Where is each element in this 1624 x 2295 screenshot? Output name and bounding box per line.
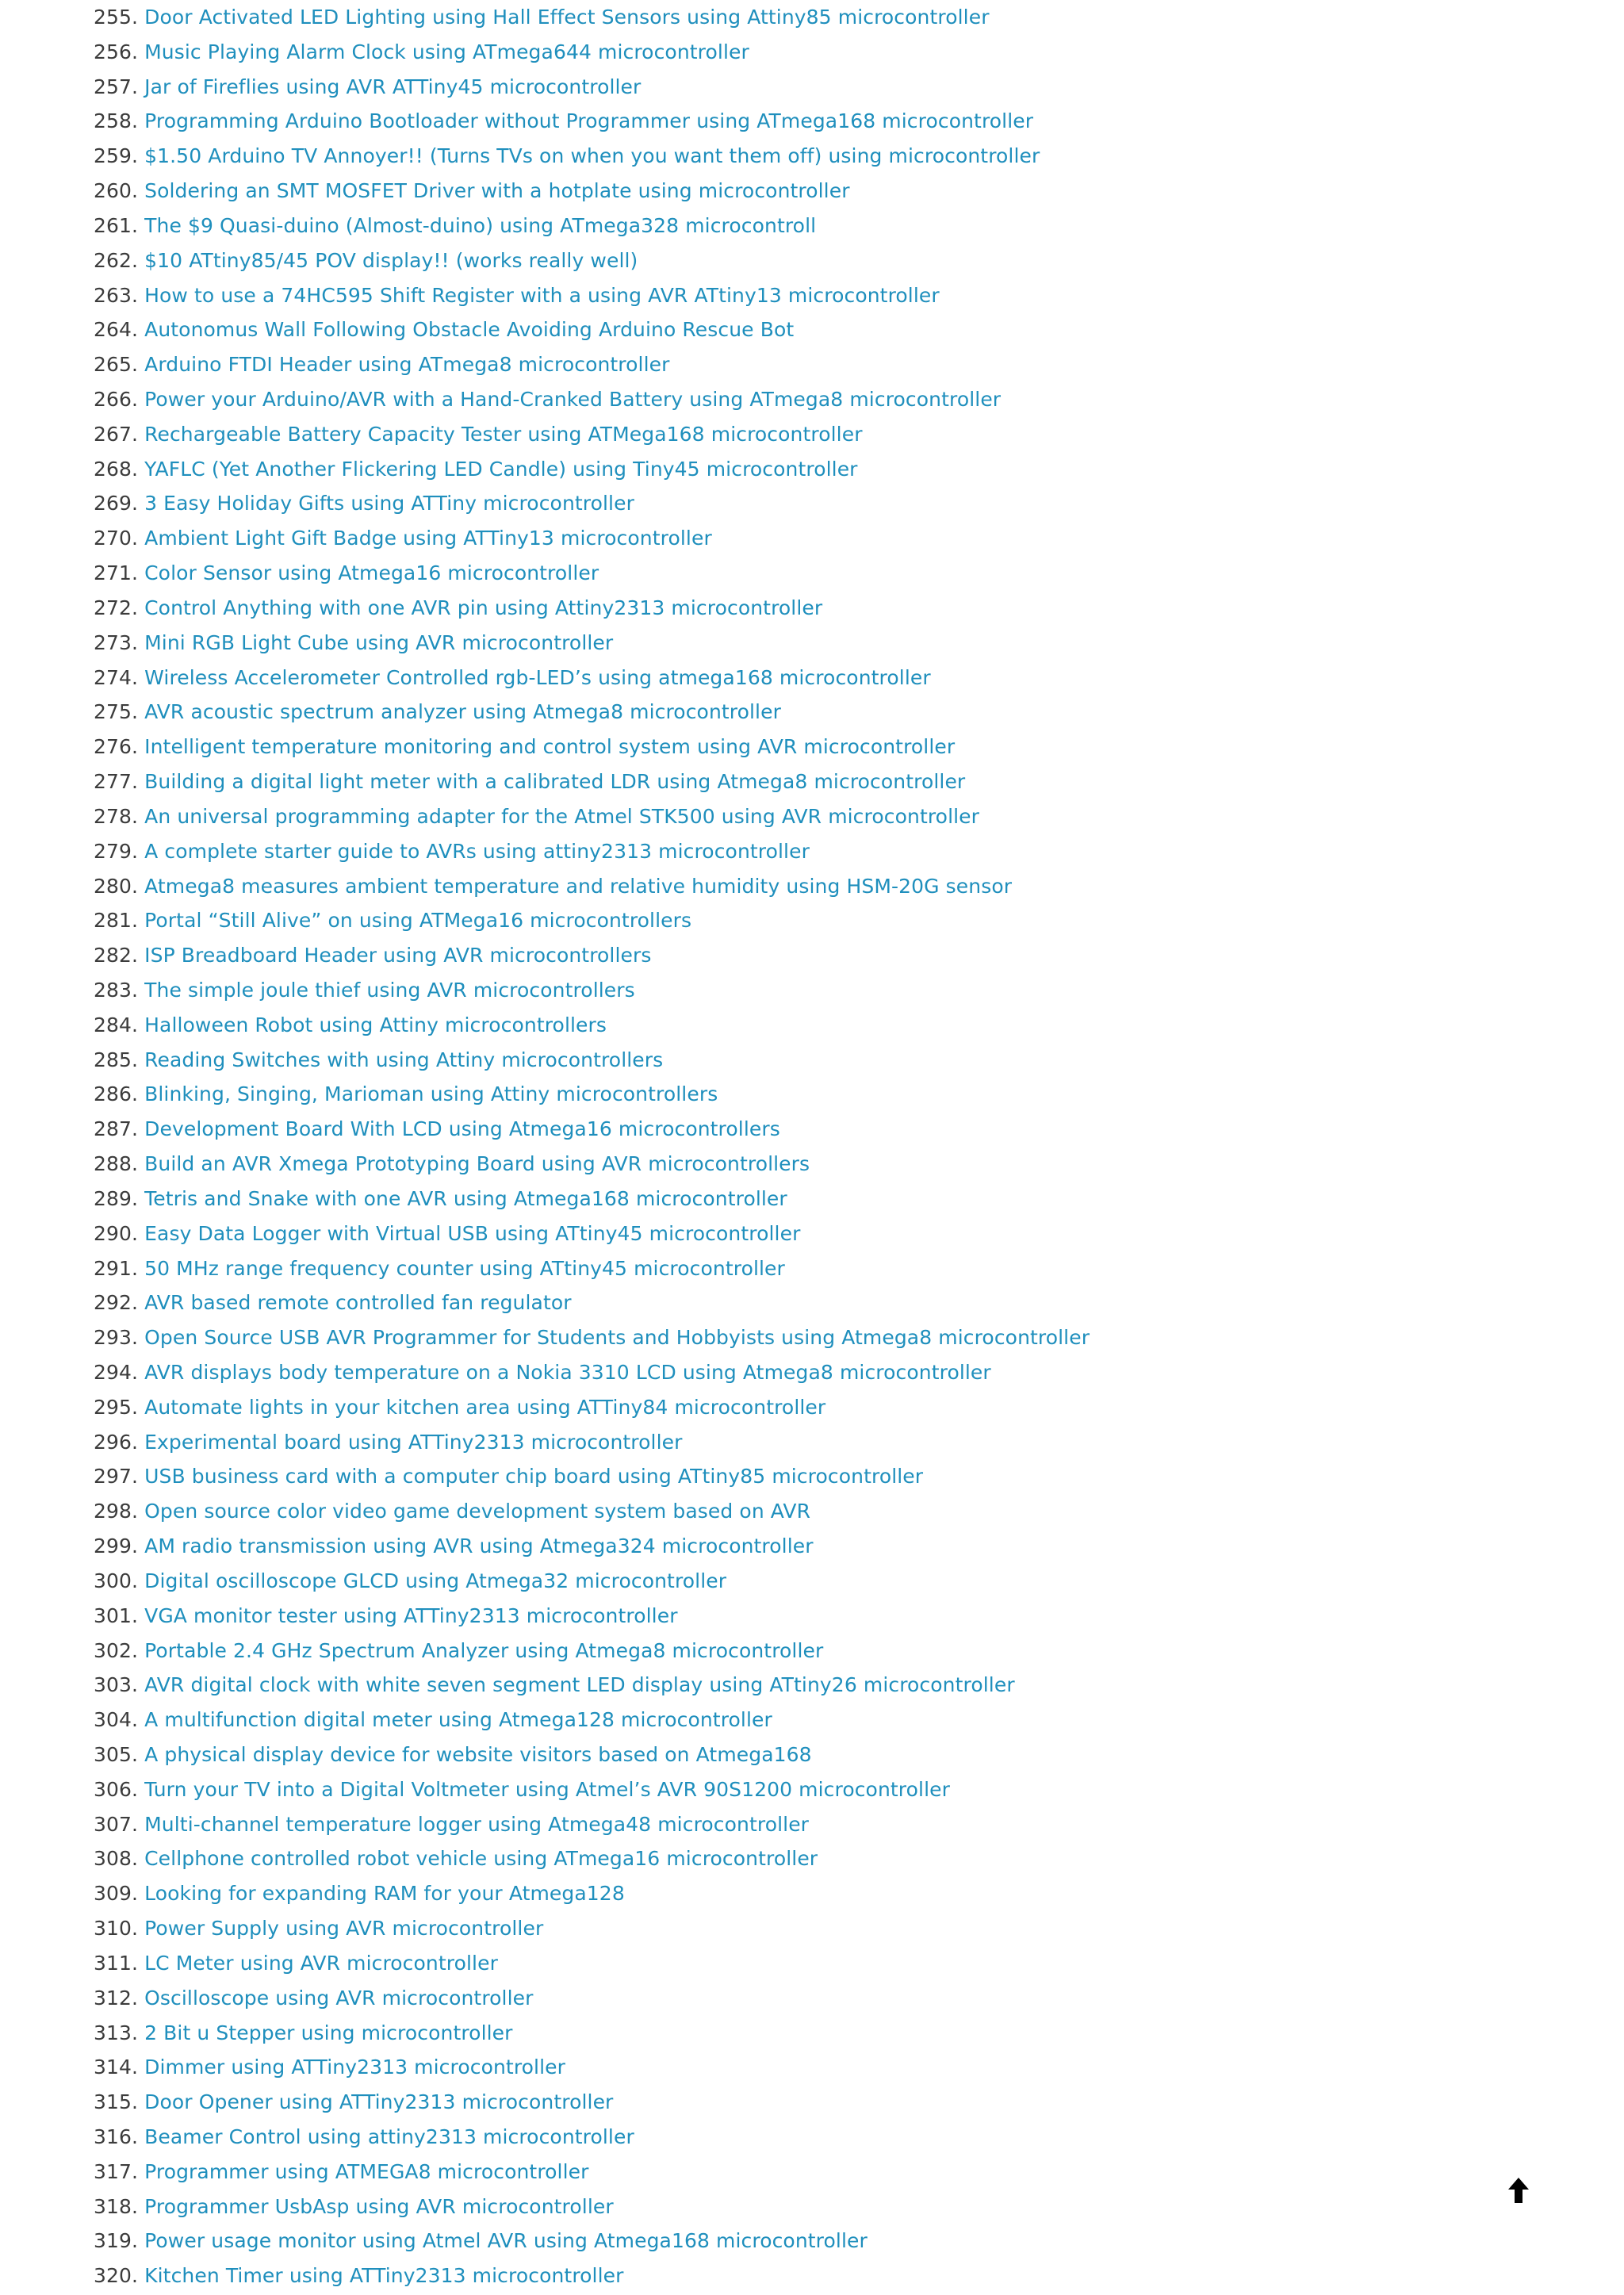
- item-number: 275.: [94, 700, 139, 724]
- item-number: 259.: [94, 144, 139, 168]
- project-link[interactable]: AVR acoustic spectrum analyzer using Atmega8 microcontroller: [144, 700, 781, 724]
- project-link[interactable]: VGA monitor tester using ATTiny2313 microcontroller: [144, 1603, 678, 1627]
- list-item: [94, 2259, 624, 2293]
- project-link[interactable]: Programmer UsbAsp using AVR microcontroller: [144, 2194, 614, 2218]
- project-link[interactable]: AVR digital clock with white seven segment LED display using ATtiny26 microcontroller: [144, 1673, 1015, 1697]
- project-link[interactable]: Autonomus Wall Following Obstacle Avoiding Arduino Rescue Bot: [144, 318, 795, 342]
- list-item: [94, 1494, 810, 1529]
- project-link[interactable]: 3 Easy Holiday Gifts using ATTiny microcontroller: [144, 492, 634, 515]
- list-item: [94, 938, 652, 973]
- list-item: [94, 1981, 534, 2016]
- list-item: [94, 1807, 809, 1842]
- project-link[interactable]: Wireless Accelerometer Controlled rgb-LED’s using atmega168 microcontroller: [144, 665, 931, 689]
- item-number: 303.: [94, 1673, 139, 1697]
- item-number: 291.: [94, 1256, 139, 1280]
- item-number: 293.: [94, 1326, 139, 1350]
- item-number: 265.: [94, 353, 139, 377]
- list-item: [94, 1077, 718, 1112]
- item-number: 313.: [94, 2021, 139, 2044]
- list-item: [94, 486, 634, 521]
- item-number: 312.: [94, 1986, 139, 2010]
- list-item: [94, 1703, 772, 1738]
- project-link[interactable]: Door Activated LED Lighting using Hall Effect Sensors using Attiny85 microcontroller: [144, 6, 990, 29]
- project-link[interactable]: Intelligent temperature monitoring and control system using AVR microcontroller: [144, 735, 956, 759]
- item-number: 257.: [94, 75, 139, 98]
- project-link[interactable]: Digital oscilloscope GLCD using Atmega32 microcontroller: [144, 1569, 727, 1592]
- list-item: [94, 1668, 1015, 1703]
- project-link[interactable]: Building a digital light meter with a calibrated LDR using Atmega8 microcontroller: [144, 770, 966, 794]
- item-number: 260.: [94, 179, 139, 203]
- list-item: [94, 382, 1001, 417]
- project-link[interactable]: Jar of Fireflies using AVR ATTiny45 microcontroller: [144, 75, 642, 98]
- list-item: [94, 2120, 634, 2155]
- project-link[interactable]: Experimental board using ATTiny2313 microcontroller: [144, 1430, 683, 1454]
- item-number: 297.: [94, 1465, 139, 1488]
- item-number: 264.: [94, 318, 139, 342]
- item-number: 287.: [94, 1117, 139, 1141]
- project-link[interactable]: Open Source USB AVR Programmer for Students and Hobbyists using Atmega8 microcontroller: [144, 1326, 1090, 1350]
- project-link[interactable]: Control Anything with one AVR pin using Attiny2313 microcontroller: [144, 596, 823, 619]
- project-link[interactable]: Door Opener using ATTiny2313 microcontroller: [144, 2090, 614, 2114]
- list-item: [94, 278, 940, 313]
- list-item: [94, 799, 979, 834]
- list-item: [94, 869, 1012, 904]
- project-link[interactable]: $1.50 Arduino TV Annoyer!! (Turns TVs on when you want them off) using microcontroller: [144, 144, 1040, 168]
- project-link[interactable]: Atmega8 measures ambient temperature and relative humidity using HSM-20G sensor: [144, 874, 1013, 898]
- list-item: [94, 1285, 572, 1320]
- item-number: 309.: [94, 1882, 139, 1906]
- list-item: [94, 1216, 800, 1251]
- list-item: [94, 1876, 625, 1911]
- list-item: [94, 591, 822, 626]
- item-number: 320.: [94, 2264, 139, 2288]
- list-item: [94, 1043, 663, 1078]
- list-item: [94, 1112, 780, 1147]
- project-link[interactable]: ISP Breadboard Header using AVR microcontrollers: [144, 944, 652, 967]
- project-link[interactable]: 2 Bit u Stepper using microcontroller: [144, 2021, 513, 2044]
- project-link[interactable]: Arduino FTDI Header using ATmega8 microcontroller: [144, 353, 670, 377]
- list-item: [94, 174, 850, 209]
- project-link[interactable]: YAFLC (Yet Another Flickering LED Candle) using Tiny45 microcontroller: [144, 457, 858, 481]
- project-link[interactable]: Power your Arduino/AVR with a Hand-Cranked Battery using ATmega8 microcontroller: [144, 388, 1002, 412]
- item-number: 277.: [94, 770, 139, 794]
- list-item: [94, 1529, 814, 1564]
- list-item: [94, 417, 863, 452]
- project-link[interactable]: A physical display device for website visitors based on Atmega168: [144, 1743, 812, 1766]
- item-number: 308.: [94, 1847, 139, 1871]
- item-number: 256.: [94, 40, 139, 63]
- item-number: 267.: [94, 422, 139, 446]
- item-number: 282.: [94, 944, 139, 967]
- item-number: 290.: [94, 1221, 139, 1245]
- item-number: 269.: [94, 492, 139, 515]
- list-item: [94, 626, 613, 661]
- project-link[interactable]: Blinking, Singing, Marioman using Attiny microcontrollers: [144, 1082, 718, 1106]
- list-item: [94, 312, 794, 347]
- item-number: 255.: [94, 6, 139, 29]
- list-item: [94, 2085, 613, 2120]
- project-link[interactable]: Tetris and Snake with one AVR using Atmega168 microcontroller: [144, 1186, 787, 1210]
- item-number: 310.: [94, 1917, 139, 1941]
- item-number: 307.: [94, 1812, 139, 1836]
- item-number: 318.: [94, 2194, 139, 2218]
- project-link[interactable]: Build an AVR Xmega Prototyping Board using AVR microcontrollers: [144, 1152, 810, 1176]
- project-link[interactable]: Music Playing Alarm Clock using ATmega644 microcontroller: [144, 40, 749, 63]
- project-link[interactable]: Mini RGB Light Cube using AVR microcontroller: [144, 630, 614, 654]
- list-item: [94, 661, 931, 695]
- item-number: 288.: [94, 1152, 139, 1176]
- item-number: 280.: [94, 874, 139, 898]
- item-number: 317.: [94, 2159, 139, 2183]
- list-item: [94, 973, 635, 1008]
- project-link[interactable]: Oscilloscope using AVR microcontroller: [144, 1986, 534, 2010]
- project-link[interactable]: Color Sensor using Atmega16 microcontroller: [144, 561, 599, 585]
- item-number: 258.: [94, 109, 139, 133]
- item-number: 270.: [94, 527, 139, 550]
- back-to-top-button[interactable]: [1505, 2174, 1532, 2206]
- item-number: 294.: [94, 1360, 139, 1384]
- list-item: [94, 2224, 868, 2259]
- list-item: [94, 764, 965, 799]
- project-link[interactable]: Portable 2.4 GHz Spectrum Analyzer using Atmega8 microcontroller: [144, 1638, 824, 1662]
- list-item: [94, 2050, 565, 2085]
- item-number: 276.: [94, 735, 139, 759]
- project-link[interactable]: Open source color video game development system based on AVR: [144, 1500, 811, 1523]
- list-item: [94, 104, 1033, 139]
- item-number: 278.: [94, 804, 139, 828]
- item-number: 301.: [94, 1603, 139, 1627]
- list-item: [94, 1738, 812, 1772]
- project-link[interactable]: A complete starter guide to AVRs using attiny2313 microcontroller: [144, 839, 810, 863]
- list-item: [94, 1459, 923, 1494]
- project-link[interactable]: Beamer Control using attiny2313 microcontroller: [144, 2125, 634, 2149]
- item-number: 314.: [94, 2056, 139, 2079]
- project-link[interactable]: The simple joule thief using AVR microcontrollers: [144, 978, 635, 1002]
- project-link[interactable]: Programming Arduino Bootloader without Programmer using ATmega168 microcontroller: [144, 109, 1034, 133]
- project-link[interactable]: $10 ATtiny85/45 POV display!! (works really well): [144, 248, 638, 272]
- list-item: [94, 1390, 825, 1425]
- list-item: [94, 347, 669, 382]
- project-link[interactable]: Power Supply using AVR microcontroller: [144, 1917, 544, 1941]
- list-item: [94, 521, 712, 556]
- item-number: 272.: [94, 596, 139, 619]
- project-link[interactable]: How to use a 74HC595 Shift Register with a using AVR ATtiny13 microcontroller: [144, 283, 940, 307]
- list-item: [94, 2016, 513, 2051]
- list-item: [94, 1008, 607, 1043]
- list-item: [94, 452, 858, 487]
- item-number: 284.: [94, 1013, 139, 1036]
- project-link[interactable]: Automate lights in your kitchen area using ATTiny84 microcontroller: [144, 1395, 826, 1419]
- project-link[interactable]: A multifunction digital meter using Atmega128 microcontroller: [144, 1708, 772, 1732]
- list-item: [94, 243, 638, 278]
- project-link[interactable]: Ambient Light Gift Badge using ATTiny13 microcontroller: [144, 527, 712, 550]
- item-number: 315.: [94, 2090, 139, 2114]
- project-link[interactable]: Looking for expanding RAM for your Atmega128: [144, 1882, 625, 1906]
- project-link[interactable]: AVR based remote controlled fan regulator: [144, 1291, 572, 1315]
- item-number: 298.: [94, 1500, 139, 1523]
- list-item: [94, 903, 691, 938]
- item-number: 263.: [94, 283, 139, 307]
- project-link[interactable]: Dimmer using ATTiny2313 microcontroller: [144, 2056, 565, 2079]
- project-link[interactable]: AM radio transmission using AVR using Atmega324 microcontroller: [144, 1534, 814, 1558]
- item-number: 299.: [94, 1534, 139, 1558]
- list-item: [94, 1772, 950, 1807]
- list-item: [94, 556, 599, 591]
- list-item: [94, 35, 749, 70]
- item-number: 268.: [94, 457, 139, 481]
- arrow-up-icon: [1507, 2176, 1530, 2205]
- item-number: 316.: [94, 2125, 139, 2149]
- project-link[interactable]: Soldering an SMT MOSFET Driver with a hotplate using microcontroller: [144, 179, 850, 203]
- item-number: 319.: [94, 2229, 139, 2253]
- project-link[interactable]: Reading Switches with using Attiny microcontrollers: [144, 1048, 664, 1071]
- item-number: 273.: [94, 630, 139, 654]
- list-item: [94, 1564, 726, 1599]
- item-number: 300.: [94, 1569, 139, 1592]
- project-link[interactable]: Multi-channel temperature logger using Atmega48 microcontroller: [144, 1812, 810, 1836]
- project-link[interactable]: Rechargeable Battery Capacity Tester using ATMega168 microcontroller: [144, 422, 863, 446]
- list-item: [94, 834, 810, 869]
- list-item: [94, 1355, 991, 1390]
- list-item: [94, 2155, 589, 2190]
- list-item: [94, 1182, 787, 1216]
- project-link[interactable]: 50 MHz range frequency counter using ATtiny45 microcontroller: [144, 1256, 785, 1280]
- project-link[interactable]: AVR displays body temperature on a Nokia 3310 LCD using Atmega8 microcontroller: [144, 1360, 991, 1384]
- item-number: 271.: [94, 561, 139, 585]
- item-number: 289.: [94, 1186, 139, 1210]
- item-number: 311.: [94, 1951, 139, 1975]
- item-number: 279.: [94, 839, 139, 863]
- project-link[interactable]: Development Board With LCD using Atmega16 microcontrollers: [144, 1117, 780, 1141]
- project-link[interactable]: The $9 Quasi-duino (Almost-duino) using ATmega328 microcontroll: [144, 213, 817, 237]
- item-number: 286.: [94, 1082, 139, 1106]
- list-item: [94, 0, 990, 35]
- project-link[interactable]: Easy Data Logger with Virtual USB using ATtiny45 microcontroller: [144, 1221, 801, 1245]
- project-link[interactable]: Turn your TV into a Digital Voltmeter using Atmel’s AVR 90S1200 microcontroller: [144, 1777, 950, 1801]
- list-item: [94, 1320, 1090, 1355]
- item-number: 261.: [94, 213, 139, 237]
- item-number: 285.: [94, 1048, 139, 1071]
- project-link[interactable]: LC Meter using AVR microcontroller: [144, 1951, 498, 1975]
- item-number: 295.: [94, 1395, 139, 1419]
- project-link[interactable]: Portal “Still Alive” on using ATMega16 microcontrollers: [144, 909, 692, 933]
- project-link[interactable]: USB business card with a computer chip board using ATtiny85 microcontroller: [144, 1465, 924, 1488]
- item-number: 296.: [94, 1430, 139, 1454]
- list-item: [94, 1911, 543, 1946]
- list-item: [94, 2190, 614, 2224]
- project-link[interactable]: Kitchen Timer using ATTiny2313 microcontroller: [144, 2264, 624, 2288]
- list-item: [94, 1946, 498, 1981]
- item-number: 283.: [94, 978, 139, 1002]
- list-item: [94, 1147, 810, 1182]
- project-link[interactable]: Cellphone controlled robot vehicle using ATmega16 microcontroller: [144, 1847, 818, 1871]
- item-number: 306.: [94, 1777, 139, 1801]
- item-number: 266.: [94, 388, 139, 412]
- list-item: [94, 1599, 678, 1634]
- list-item: [94, 1841, 818, 1876]
- project-link[interactable]: Power usage monitor using Atmel AVR using Atmega168 microcontroller: [144, 2229, 868, 2253]
- item-number: 274.: [94, 665, 139, 689]
- item-number: 304.: [94, 1708, 139, 1732]
- list-item: [94, 1425, 682, 1460]
- list-item: [94, 1251, 785, 1286]
- project-link[interactable]: Programmer using ATMEGA8 microcontroller: [144, 2159, 589, 2183]
- item-number: 305.: [94, 1743, 139, 1766]
- item-number: 281.: [94, 909, 139, 933]
- item-number: 292.: [94, 1291, 139, 1315]
- list-item: [94, 70, 641, 105]
- item-number: 262.: [94, 248, 139, 272]
- list-item: [94, 1634, 823, 1669]
- list-item: [94, 139, 1040, 174]
- project-link[interactable]: An universal programming adapter for the Atmel STK500 using AVR microcontroller: [144, 804, 980, 828]
- list-item: [94, 209, 816, 243]
- item-number: 302.: [94, 1638, 139, 1662]
- project-link[interactable]: Halloween Robot using Attiny microcontrollers: [144, 1013, 607, 1036]
- list-item: [94, 695, 781, 730]
- list-item: [94, 730, 955, 764]
